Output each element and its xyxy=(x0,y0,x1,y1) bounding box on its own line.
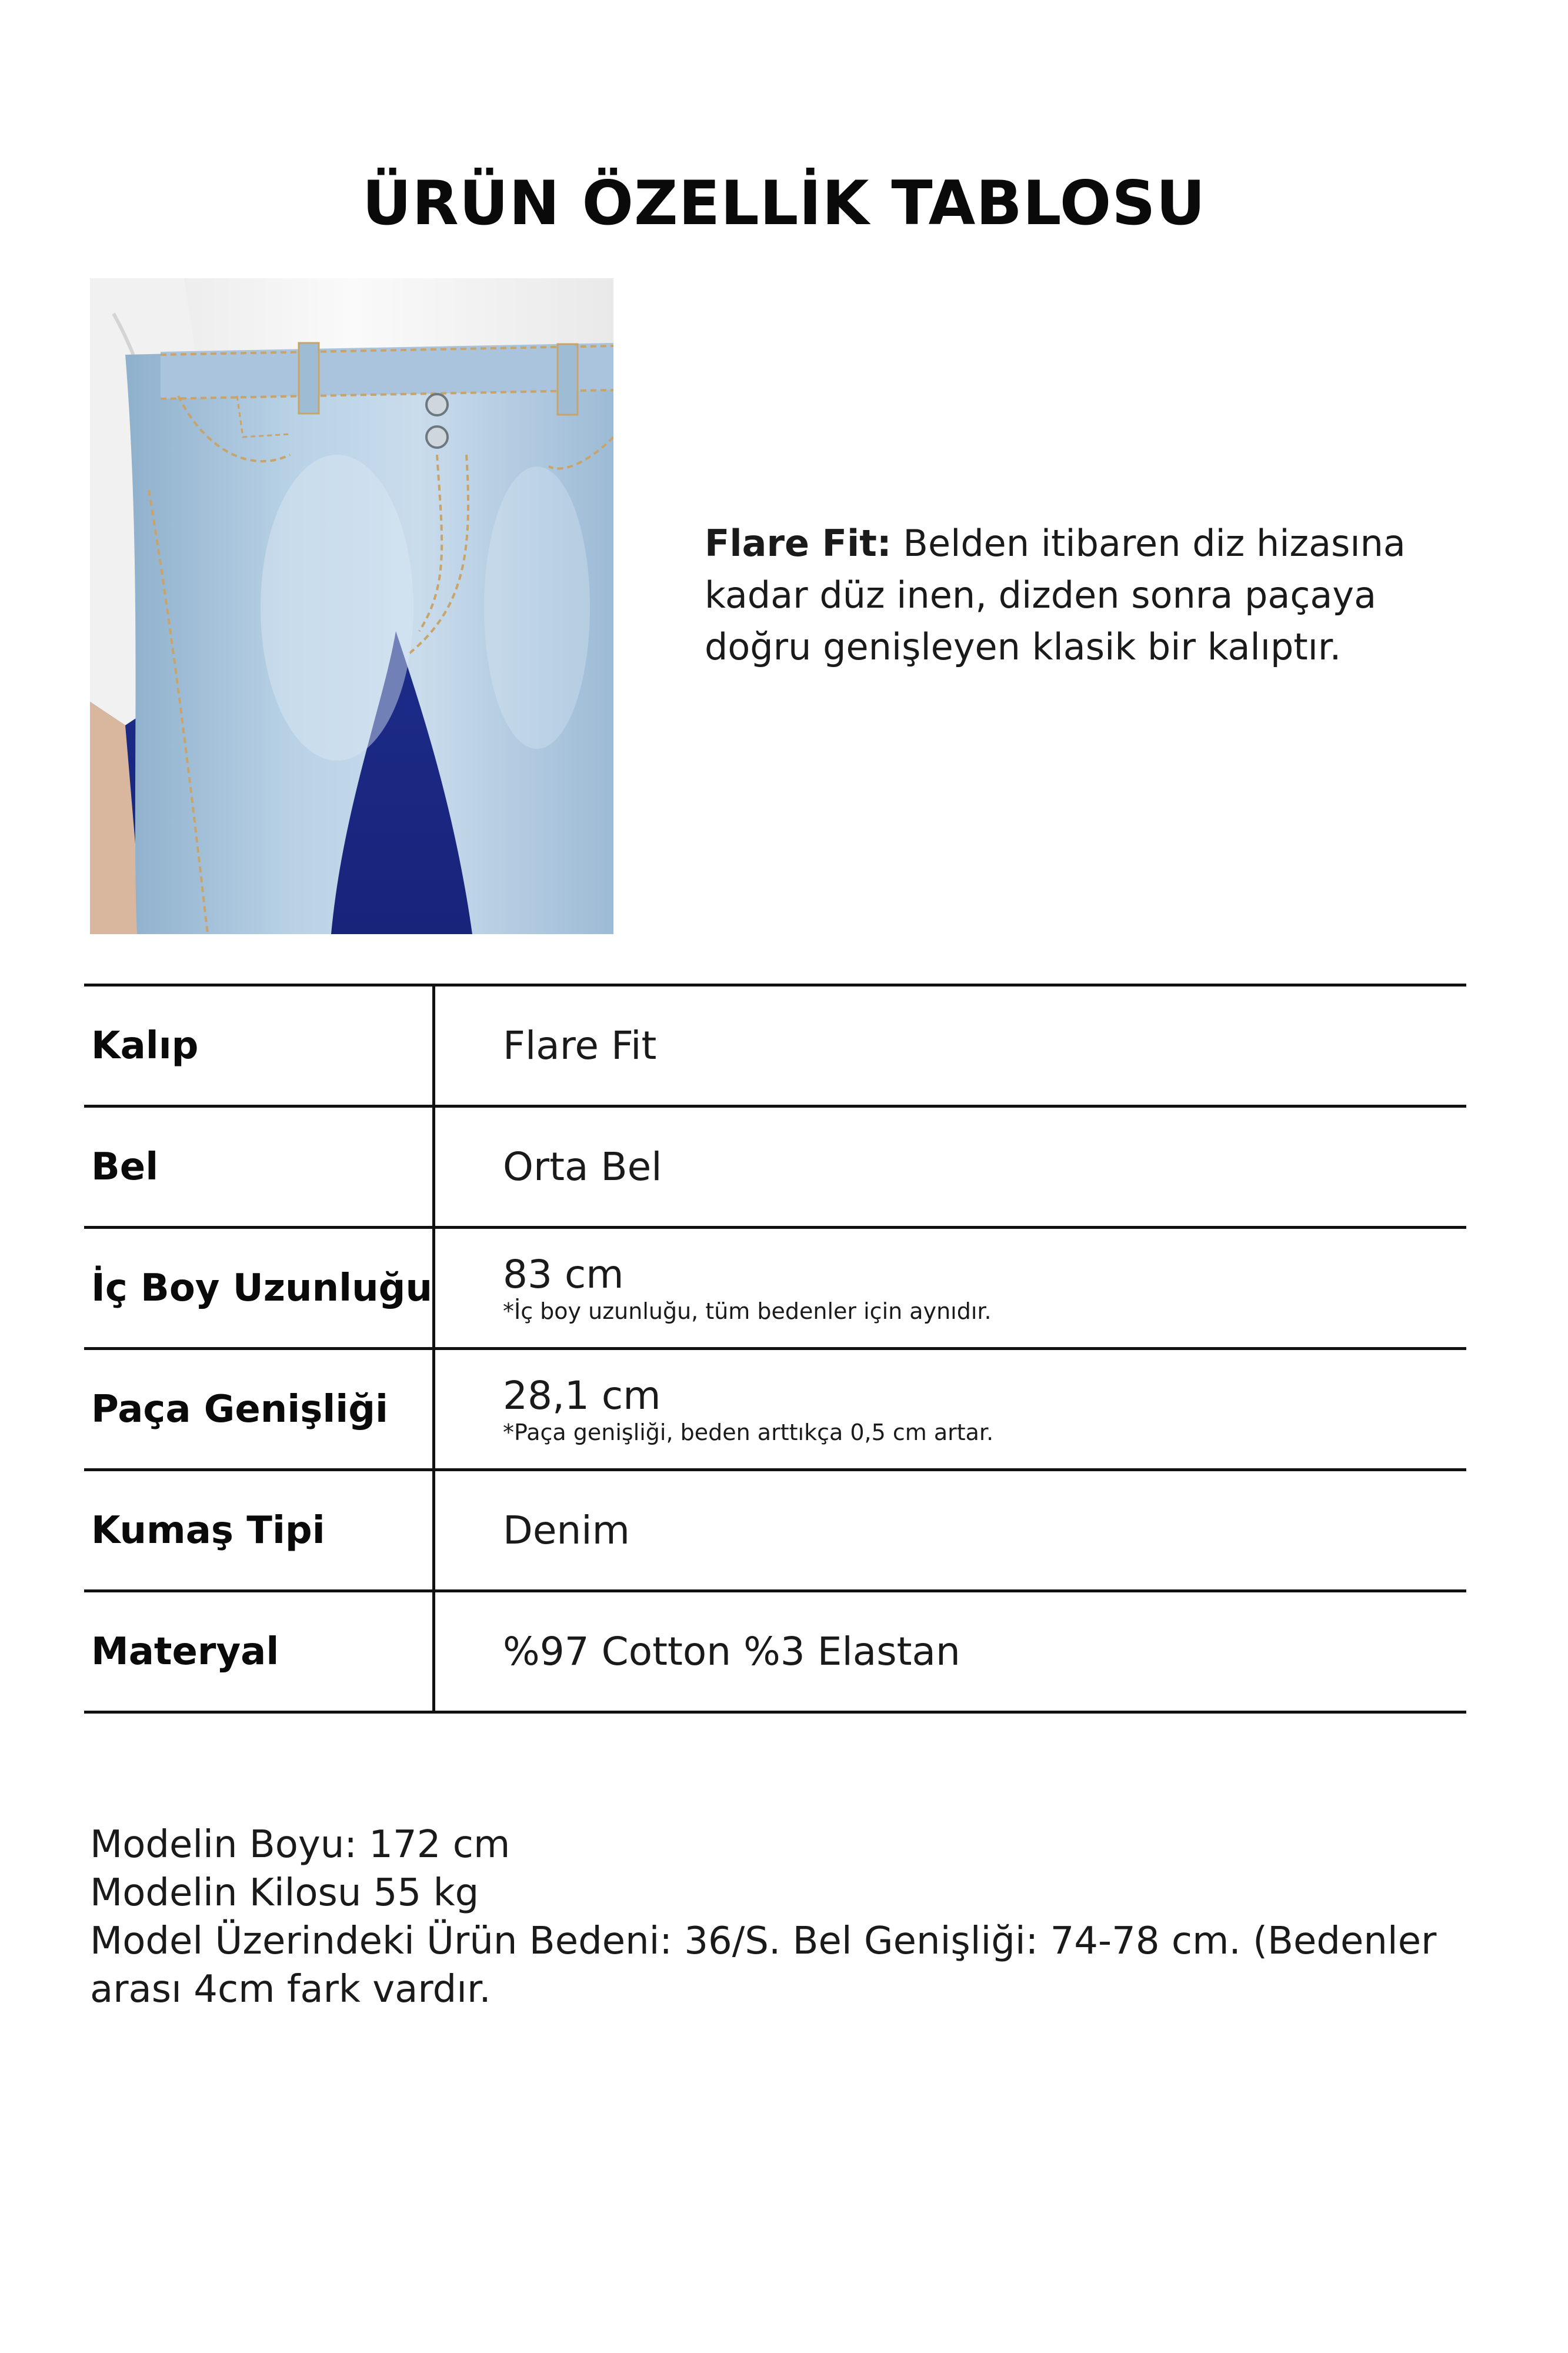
spec-value-cell xyxy=(503,1592,1456,1711)
spec-value: 28,1 cm xyxy=(503,1372,661,1418)
spec-row-ic-boy xyxy=(84,1229,1466,1350)
spec-value-cell xyxy=(503,1350,1456,1468)
spec-value-cell xyxy=(503,1108,1456,1226)
spec-value: Flare Fit xyxy=(503,1022,657,1068)
spec-label: Materyal xyxy=(91,1629,279,1674)
column-divider xyxy=(432,1592,435,1711)
spec-row-kumas xyxy=(84,1471,1466,1592)
column-divider xyxy=(432,1108,435,1226)
column-divider xyxy=(432,1350,435,1468)
model-size: Model Üzerindeki Ürün Bedeni: 36/S. Bel Genişliği: 74-78 cm. (Bedenler arası 4cm fark vardır. xyxy=(90,1919,1437,2011)
spec-label: Kalıp xyxy=(91,1024,199,1068)
spec-row-kalip xyxy=(84,986,1466,1108)
spec-note: *İç boy uzunluğu, tüm bedenler için aynıdır. xyxy=(503,1298,992,1324)
spec-value-cell xyxy=(503,1471,1456,1589)
spec-label: Bel xyxy=(91,1145,159,1189)
page-title: ÜRÜN ÖZELLİK TABLOSU xyxy=(362,168,1206,239)
spec-note: *Paça genişliği, beden arttıkça 0,5 cm artar. xyxy=(503,1419,994,1445)
fit-description-text: Belden itibaren diz hizasına kadar düz inen, dizden sonra paçaya doğru genişleyen klasik bir kalıptır. xyxy=(705,522,1406,668)
model-height: Modelin Boyu: 172 cm xyxy=(90,1823,511,1867)
product-photo xyxy=(90,278,613,934)
spec-value: %97 Cotton %3 Elastan xyxy=(503,1628,960,1674)
spec-label: İç Boy Uzunluğu xyxy=(91,1266,432,1310)
model-info xyxy=(90,1821,1490,2014)
spec-value: Denim xyxy=(503,1507,630,1553)
spec-value-cell xyxy=(503,1229,1456,1347)
spec-label: Paça Genişliği xyxy=(91,1387,388,1431)
column-divider xyxy=(432,1229,435,1347)
fit-description-label: Flare Fit: xyxy=(705,522,892,565)
spec-label: Kumaş Tipi xyxy=(91,1508,325,1552)
fit-description xyxy=(705,518,1487,673)
spec-row-bel xyxy=(84,1108,1466,1229)
column-divider xyxy=(432,986,435,1105)
spec-row-materyal xyxy=(84,1592,1466,1714)
model-weight: Modelin Kilosu 55 kg xyxy=(90,1871,479,1915)
spec-row-paca xyxy=(84,1350,1466,1471)
column-divider xyxy=(432,1471,435,1589)
spec-value: Orta Bel xyxy=(503,1144,662,1189)
jeans-illustration xyxy=(90,278,613,934)
spec-table xyxy=(84,984,1466,1714)
spec-value: 83 cm xyxy=(503,1251,624,1297)
spec-value-cell xyxy=(503,986,1456,1105)
